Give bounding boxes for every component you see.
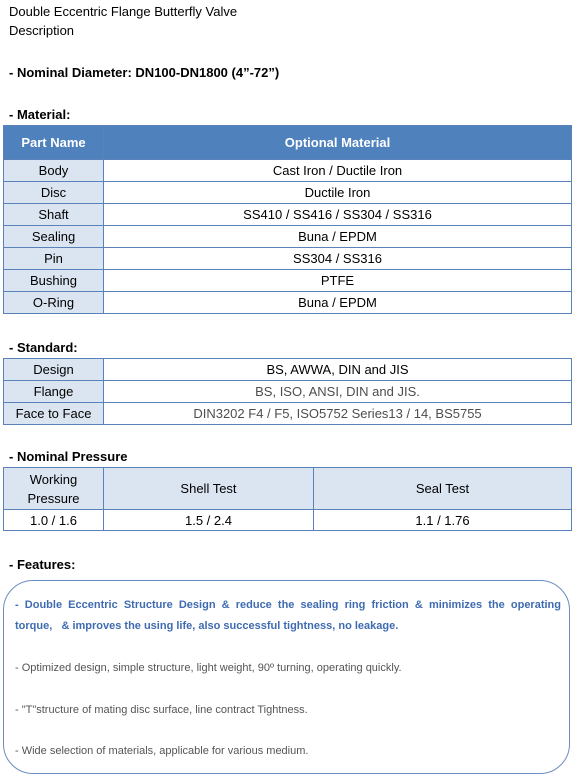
shell-test-value: 1.5 / 2.4	[104, 510, 314, 531]
standard-label-cell: Flange	[4, 381, 104, 403]
part-name-cell: Body	[4, 160, 104, 182]
material-table	[3, 125, 572, 314]
seal-test-header: Seal Test	[314, 468, 572, 510]
part-name-cell: Bushing	[4, 270, 104, 292]
standard-value-cell: DIN3202 F4 / F5, ISO5752 Series13 / 14, BS5755	[104, 403, 572, 425]
table-row	[4, 510, 572, 531]
working-label: Working	[29, 471, 78, 487]
part-name-cell: Shaft	[4, 204, 104, 226]
material-heading: - Material:	[9, 107, 71, 122]
feature-item: - Wide selection of materials, applicable for various medium.	[15, 745, 309, 757]
part-name-cell: Pin	[4, 248, 104, 270]
pressure-header-row	[4, 468, 572, 510]
features-box	[3, 580, 570, 774]
description-label: Description	[9, 23, 75, 38]
table-row	[4, 381, 572, 403]
table-row	[4, 403, 572, 425]
feature-item: - Optimized design, simple structure, light weight, 90º turning, operating quickly.	[15, 662, 402, 674]
table-row	[4, 292, 572, 314]
features-heading: - Features:	[9, 557, 76, 572]
material-cell: SS304 / SS316	[104, 248, 572, 270]
part-name-cell: Sealing	[4, 226, 104, 248]
table-row	[4, 270, 572, 292]
material-cell: Buna / EPDM	[104, 292, 572, 314]
part-name-cell: O-Ring	[4, 292, 104, 314]
table-row	[4, 359, 572, 381]
working-pressure-header	[4, 468, 104, 510]
table-row	[4, 182, 572, 204]
working-pressure-value: 1.0 / 1.6	[4, 510, 104, 531]
pressure-label: Pressure	[27, 490, 80, 506]
pressure-heading: - Nominal Pressure	[9, 449, 128, 464]
feature-item: - Double Eccentric Structure Design & reduce the sealing ring friction & minimizes the operating torque, & improves the using life, also successful tightness, no leakage.	[15, 599, 561, 632]
material-cell: Cast Iron / Ductile Iron	[104, 160, 572, 182]
page-title: Double Eccentric Flange Butterfly Valve	[9, 4, 238, 19]
standard-label-cell: Design	[4, 359, 104, 381]
standard-value-cell: BS, AWWA, DIN and JIS	[104, 359, 572, 381]
material-cell: SS410 / SS416 / SS304 / SS316	[104, 204, 572, 226]
table-row	[4, 160, 572, 182]
standard-label-cell: Face to Face	[4, 403, 104, 425]
pressure-table	[3, 467, 572, 531]
nominal-diameter: - Nominal Diameter: DN100-DN1800 (4”-72”)	[9, 65, 280, 80]
table-row	[4, 204, 572, 226]
material-header-row	[4, 126, 572, 160]
material-cell: PTFE	[104, 270, 572, 292]
standard-value-cell: BS, ISO, ANSI, DIN and JIS.	[104, 381, 572, 403]
table-row	[4, 248, 572, 270]
seal-test-value: 1.1 / 1.76	[314, 510, 572, 531]
optional-material-header: Optional Material	[104, 126, 572, 160]
part-name-cell: Disc	[4, 182, 104, 204]
table-row	[4, 226, 572, 248]
material-cell: Buna / EPDM	[104, 226, 572, 248]
feature-item: - "T"structure of mating disc surface, line contract Tightness.	[15, 704, 308, 716]
shell-test-header: Shell Test	[104, 468, 314, 510]
material-cell: Ductile Iron	[104, 182, 572, 204]
standard-table	[3, 358, 572, 425]
part-name-header: Part Name	[4, 126, 104, 160]
standard-heading: - Standard:	[9, 340, 78, 355]
